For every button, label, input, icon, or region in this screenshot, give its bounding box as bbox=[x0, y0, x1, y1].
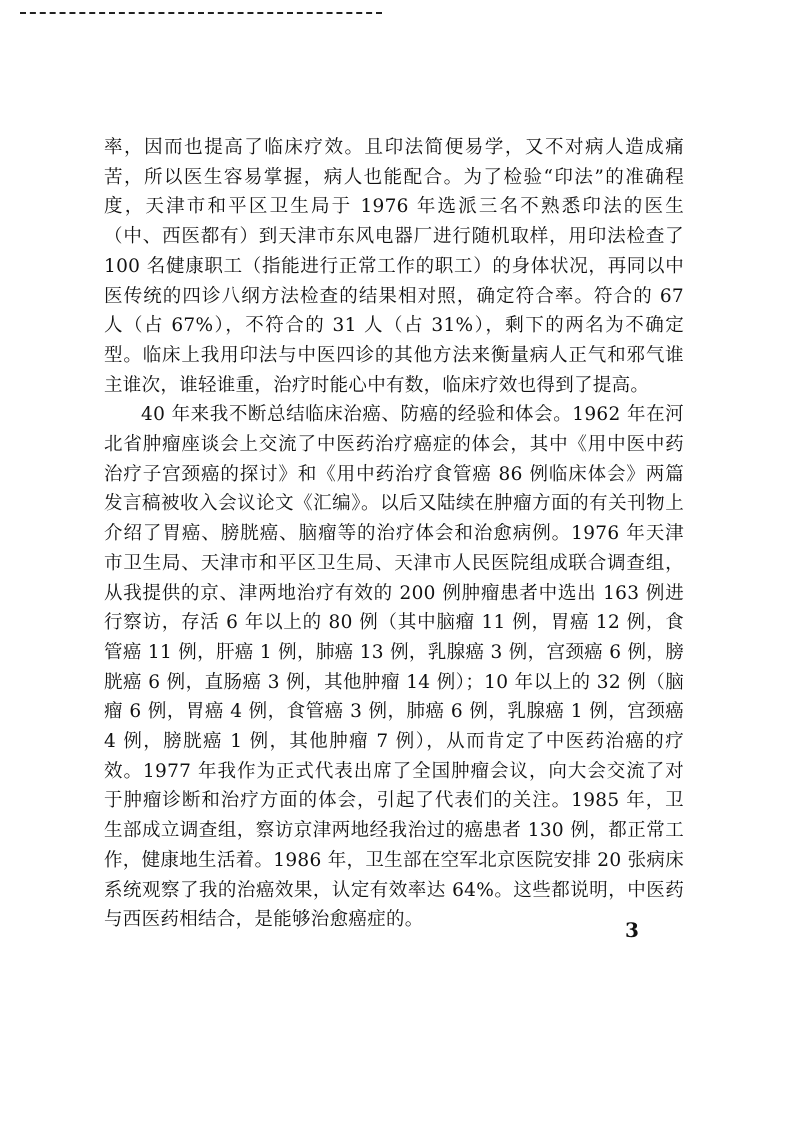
paragraph-continuation: 率，因而也提高了临床疗效。且印法简便易学，又不对病人造成痛苦，所以医生容易掌握，病人也能配合。为了检验“印法”的准确程度，天津市和平区卫生局于 1976 年选派三名不熟悉印法的医生（中、西医都有）到天津市东风电器厂进行随机取样，用印法检查了 100 名健康职工（指能进行正常工作的职工）的身体状况，再同以中医传统的四诊八纲方法检查的结果相对照，确定符合率。符合的 67 人（占 67%），不符合的 31 人（占 31%），剩下的两名为不确定型。临床上我用印法与中医四诊的其他方法来衡量病人正气和邪气谁主谁次，谁轻谁重，治疗时能心中有数，临床疗效也得到了提高。 bbox=[104, 137, 684, 396]
top-dashed-rule bbox=[20, 12, 382, 14]
page-number: 3 bbox=[625, 918, 639, 942]
page-body bbox=[104, 133, 684, 935]
paragraph-experience: 40 年来我不断总结临床治癌、防癌的经验和体会。1962 年在河北省肿瘤座谈会上交流了中医药治疗癌症的体会，其中《用中医中药治疗子宫颈癌的探讨》和《用中药治疗食管癌 86 例临床体会》两篇发言稿被收入会议论文《汇编》。以后又陆续在肿瘤方面的有关刊物上介绍了胃癌、膀胱癌、脑瘤等的治疗体会和治愈病例。1976 年天津市卫生局、天津市和平区卫生局、天津市人民医院组成联合调查组，从我提供的京、津两地治疗有效的 200 例肿瘤患者中选出 163 例进行察访，存活 6 年以上的 80 例（其中脑瘤 11 例，胃癌 12 例，食管癌 11 例，肝癌 1 例，肺癌 13 例，乳腺癌 3 例，宫颈癌 6 例，膀胱癌 6 例，直肠癌 3 例，其他肿瘤 14 例）；10 年以上的 32 例（脑瘤 6 例，胃癌 4 例，食管癌 3 例，肺癌 6 例，乳腺癌 1 例，宫颈癌 4 例，膀胱癌 1 例，其他肿瘤 7 例），从而肯定了中医药治癌的疗效。1977 年我作为正式代表出席了全国肿瘤会议，向大会交流了对于肿瘤诊断和治疗方面的体会，引起了代表们的关注。1985 年，卫生部成立调查组，察访京津两地经我治过的癌患者 130 例，都正常工作，健康地生活着。1986 年，卫生部在空军北京医院安排 20 张病床系统观察了我的治癌效果，认定有效率达 64%。这些都说明，中医药与西医药相结合，是能够治愈癌症的。 bbox=[104, 404, 684, 931]
